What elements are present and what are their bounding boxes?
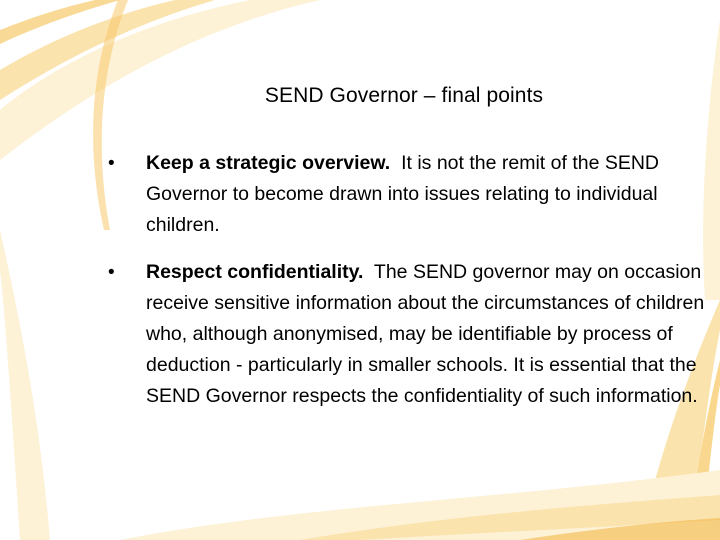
- bullet-lead-text: Respect confidentiality.: [146, 261, 364, 283]
- slide-title: SEND Governor – final points: [264, 84, 544, 107]
- swoosh-top-left-wide: [0, 0, 320, 160]
- bullet-item: [108, 257, 708, 412]
- bullet-body-text: It is not the remit of the SEND Governor to become drawn into issues relating to individual children.: [146, 152, 660, 236]
- bullet-marker: •: [108, 262, 115, 283]
- bullet-body-text: The SEND governor may on occasion receive sensitive information about the circumstances of children who, although anonymised, may be identifiable by process of deduction - particularly in smaller schools. It is essential that the SEND Governor respects the confidentiality of such information.: [146, 261, 705, 407]
- bullet-lead-text: Keep a strategic overview.: [146, 152, 391, 174]
- bullet-list: [108, 148, 708, 428]
- swoosh-left-edge: [0, 230, 50, 540]
- bullet-marker: •: [108, 153, 115, 174]
- bullet-item: [108, 148, 708, 241]
